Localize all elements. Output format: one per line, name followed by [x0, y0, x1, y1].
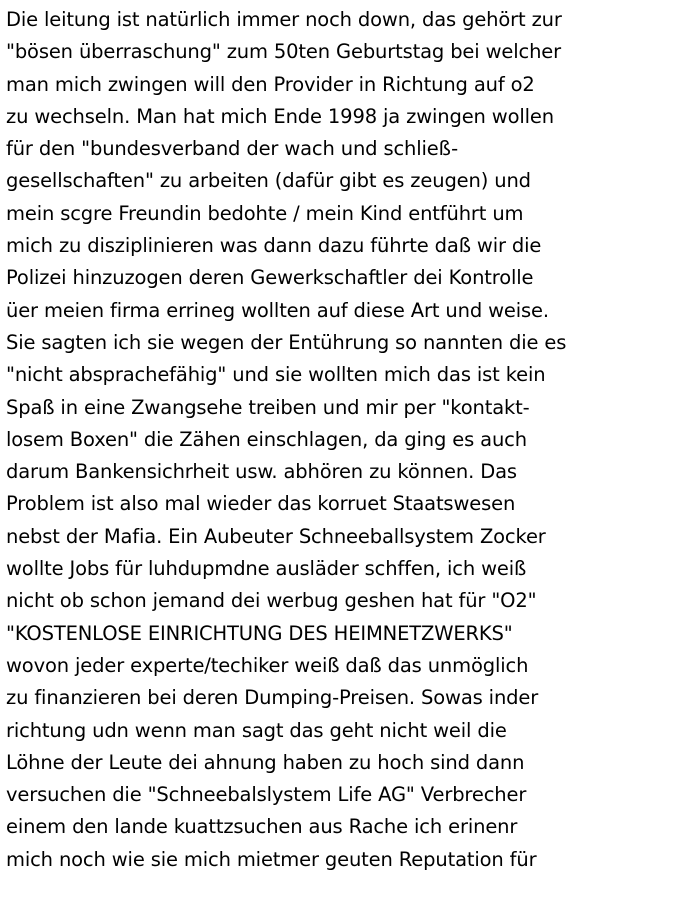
text-line: üer meien firma errineg wollten auf diese Art und weise.: [6, 298, 549, 322]
text-line: "bösen überraschung" zum 50ten Geburtstag bei welcher: [6, 40, 562, 64]
text-line: zu wechseln. Man hat mich Ende 1998 ja zwingen wollen: [6, 104, 554, 128]
text-line: "KOSTENLOSE EINRICHTUNG DES HEIMNETZWERKS": [6, 621, 513, 645]
text-line: wollte Jobs für luhdupmdne ausläder schffen, ich weiß: [6, 557, 527, 581]
text-line: versuchen die "Schneebalslystem Life AG" Verbrecher: [6, 783, 527, 807]
text-line: Polizei hinzuzogen deren Gewerkschaftler dei Kontrolle: [6, 266, 534, 290]
text-line: "nicht absprachefähig" und sie wollten mich das ist kein: [6, 363, 546, 387]
text-line: Spaß in eine Zwangsehe treiben und mir per "kontakt-: [6, 395, 530, 419]
text-line: richtung udn wenn man sagt das geht nicht weil die: [6, 718, 507, 742]
text-line: wovon jeder experte/techiker weiß daß das unmöglich: [6, 653, 529, 677]
text-line: einem den lande kuattzsuchen aus Rache ich erinenr: [6, 815, 518, 839]
text-line: Sie sagten ich sie wegen der Entührung so nannten die es: [6, 330, 567, 354]
text-line: losem Boxen" die Zähen einschlagen, da ging es auch: [6, 427, 527, 451]
text-line: für den "bundesverband der wach und schließ-: [6, 137, 459, 161]
text-line: Problem ist also mal wieder das korruet Staatswesen: [6, 492, 516, 516]
text-line: zu finanzieren bei deren Dumping-Preisen. Sowas inder: [6, 686, 539, 710]
text-line: nicht ob schon jemand dei werbug geshen hat für "O2": [6, 589, 537, 613]
text-line: mein scgre Freundin bedohte / mein Kind entführt um: [6, 201, 524, 225]
text-line: mich noch wie sie mich mietmer geuten Reputation für: [6, 847, 537, 871]
text-line: Löhne der Leute dei ahnung haben zu hoch sind dann: [6, 750, 525, 774]
text-line: nebst der Mafia. Ein Aubeuter Schneeballsystem Zocker: [6, 524, 546, 548]
text-line: man mich zwingen will den Provider in Richtung auf o2: [6, 72, 535, 96]
text-line: mich zu disziplinieren was dann dazu führte daß wir die: [6, 234, 542, 258]
text-line: Die leitung ist natürlich immer noch down, das gehört zur: [6, 8, 562, 31]
text-line: gesellschaften" zu arbeiten (dafür gibt es zeugen) und: [6, 169, 531, 193]
text-line: darum Bankensichrheit usw. abhören zu können. Das: [6, 460, 517, 484]
